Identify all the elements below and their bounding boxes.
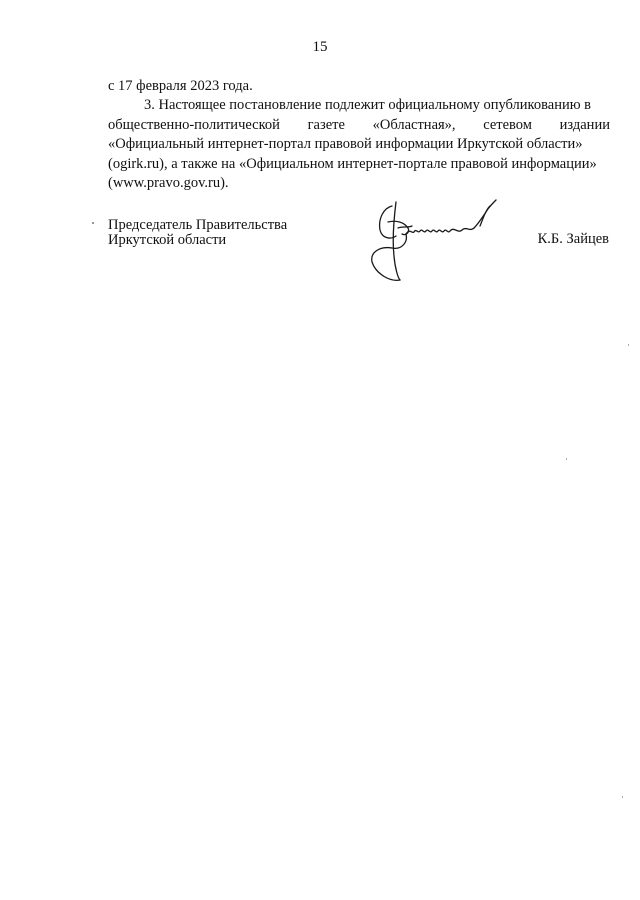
body-line-3-word: общественно-политической (108, 116, 280, 133)
scan-speck (566, 458, 567, 460)
body-line-6: (www.pravo.gov.ru). (108, 175, 229, 192)
body-line-3-word: «Областная», (372, 116, 456, 133)
signatory-position-line-1: Председатель Правительства (108, 217, 288, 233)
body-line-3 (108, 116, 610, 135)
scan-speck (622, 796, 623, 798)
margin-mark (92, 222, 94, 224)
scan-speck (628, 344, 629, 346)
handwritten-signature-icon (362, 198, 502, 282)
body-line-2: 3. Настоящее постановление подлежит официальному опубликованию в (144, 97, 592, 114)
signatory-position-line-2: Иркутской области (108, 232, 227, 248)
page-number: 15 (312, 39, 328, 55)
body-line-3-word: газете (307, 116, 345, 133)
body-text (108, 77, 610, 193)
body-line-3-word: издании (559, 116, 610, 133)
signatory-name: К.Б. Зайцев (537, 231, 609, 247)
body-line-4: «Официальный интернет-портал правовой информации Иркутской области» (108, 136, 583, 153)
body-line-5: (ogirk.ru), а также на «Официальном интернет-портале правовой информации» (108, 155, 597, 172)
body-line-3-word: сетевом (483, 116, 532, 133)
body-line-1: с 17 февраля 2023 года. (108, 78, 253, 94)
signatory-position (108, 218, 287, 248)
